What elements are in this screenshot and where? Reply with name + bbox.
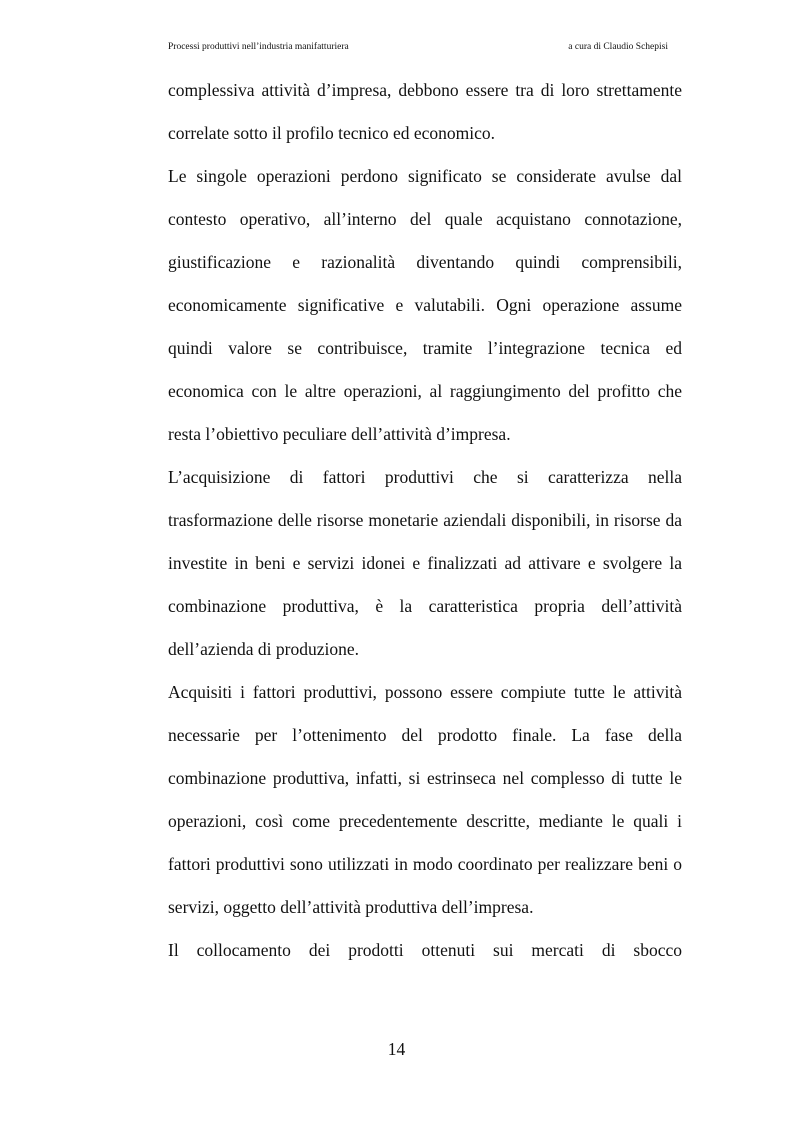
body-text bbox=[168, 69, 682, 972]
header-title: Processi produttivi nell’industria manifatturiera bbox=[168, 42, 349, 52]
paragraph: Le singole operazioni perdono significato se considerate avulse dal contesto operativo, all’interno del quale acquistano connotazione, giustificazione e razionalità diventando quindi comprensibili, economicamente significative e valutabili. Ogni operazione assume quindi valore se contribuisce, tramite l’integrazione tecnica ed economica con le altre operazioni, al raggiungimento del profitto che resta l’obiettivo peculiare dell’attività d’impresa. bbox=[168, 166, 682, 444]
page-number: 14 bbox=[387, 1039, 406, 1059]
running-header bbox=[168, 40, 682, 54]
paragraph: complessiva attività d’impresa, debbono essere tra di loro strettamente correlate sotto il profilo tecnico ed economico. bbox=[168, 80, 682, 143]
paragraph: Il collocamento dei prodotti ottenuti sui mercati di sbocco bbox=[168, 940, 682, 960]
header-author: a cura di Claudio Schepisi bbox=[568, 42, 668, 52]
paragraph: L’acquisizione di fattori produttivi che si caratterizza nella trasformazione delle risorse monetarie aziendali disponibili, in risorse da investite in beni e servizi idonei e finalizzati ad attivare e svolgere la combinazione produttiva, è la caratteristica propria dell’attività dell’azienda di produzione. bbox=[168, 467, 682, 659]
paragraph: Acquisiti i fattori produttivi, possono essere compiute tutte le attività necessarie per l’ottenimento del prodotto finale. La fase della combinazione produttiva, infatti, si estrinseca nel complesso di tutte le operazioni, così come precedentemente descritte, mediante le quali i fattori produttivi sono utilizzati in modo coordinato per realizzare beni o servizi, oggetto dell’attività produttiva dell’impresa. bbox=[168, 682, 682, 917]
